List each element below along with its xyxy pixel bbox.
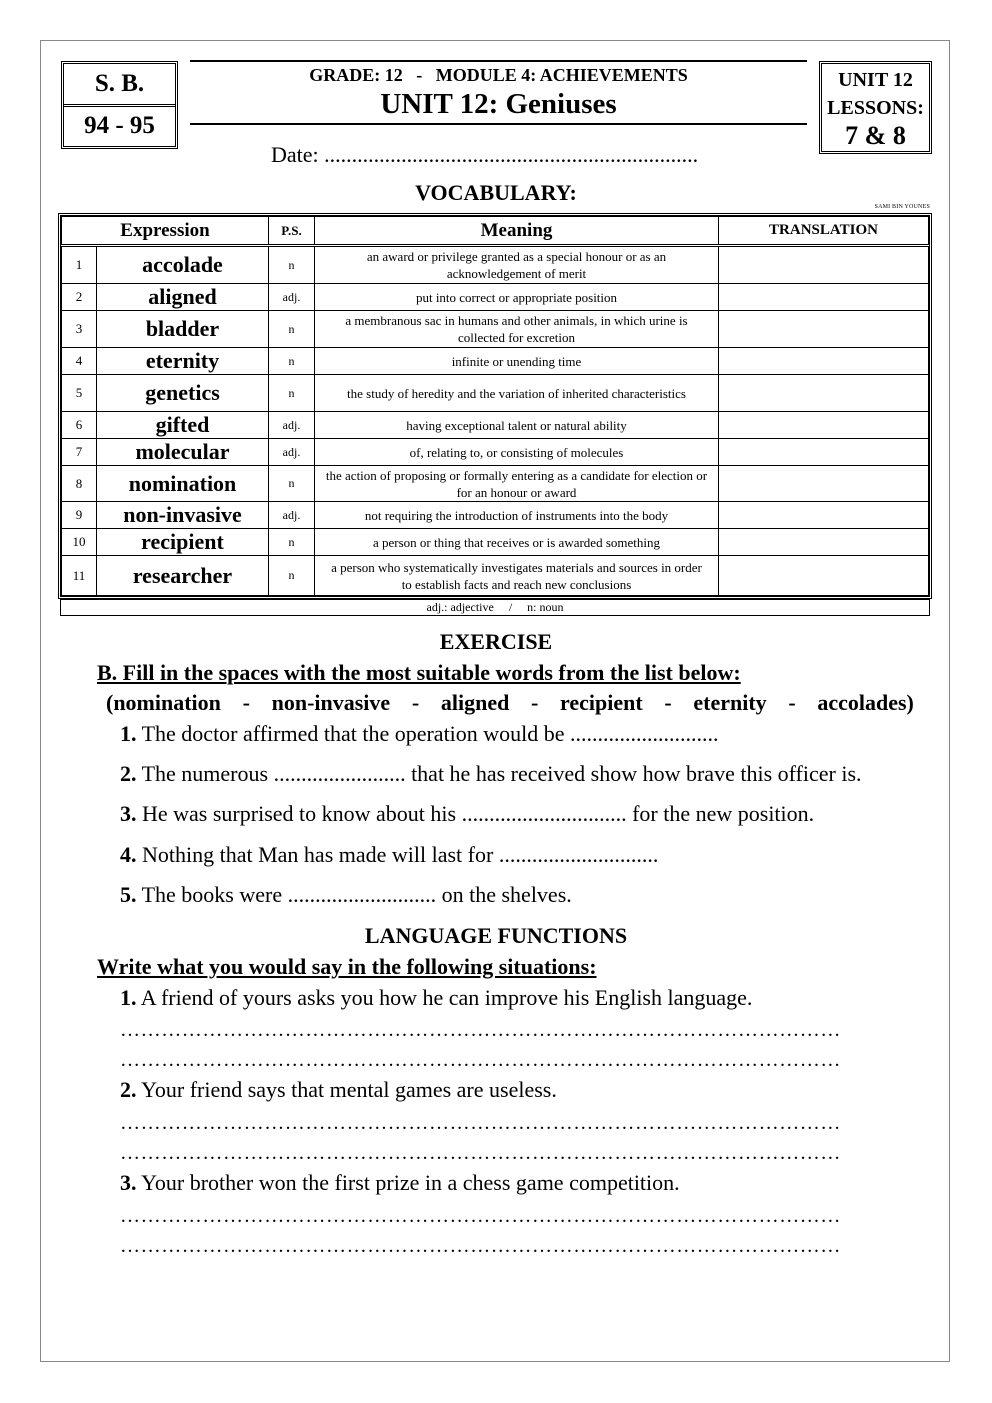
meaning-cell: a person or thing that receives or is awarded something <box>315 529 719 556</box>
row-number: 9 <box>62 502 97 529</box>
item-text: The doctor affirmed that the operation would be ........................... <box>136 721 719 746</box>
row-number: 10 <box>62 529 97 556</box>
row-number: 8 <box>62 466 97 502</box>
meaning-cell: a person who systematically investigates materials and sources in order to establish facts and reach new conclusions <box>315 556 719 596</box>
part-of-speech-cell: n <box>269 375 315 412</box>
unit-box-unit: UNIT 12 <box>838 69 913 91</box>
answer-line[interactable]: …………………………………………………………………………………………… <box>120 1019 841 1041</box>
translation-cell[interactable] <box>719 502 929 529</box>
table-row <box>62 284 929 311</box>
word-list-separator: - <box>788 690 796 715</box>
row-number: 5 <box>62 375 97 412</box>
word-list <box>106 690 914 716</box>
exercise-item[interactable] <box>120 721 719 747</box>
row-number: 4 <box>62 348 97 375</box>
answer-line[interactable]: …………………………………………………………………………………………… <box>120 1205 841 1227</box>
translation-cell[interactable] <box>719 311 929 348</box>
expression-cell: nomination <box>97 466 269 502</box>
meaning-cell: an award or privilege granted as a special honour or as an acknowledgement of merit <box>315 246 719 284</box>
item-number: 2. <box>120 1077 137 1102</box>
translation-cell[interactable] <box>719 439 929 466</box>
word-list-separator: - <box>411 690 420 715</box>
answer-line[interactable]: …………………………………………………………………………………………… <box>120 1235 841 1257</box>
item-text: A friend of yours asks you how he can improve his English language. <box>136 985 753 1010</box>
exercise-item[interactable] <box>120 801 814 827</box>
translation-cell[interactable] <box>719 412 929 439</box>
meaning-cell: having exceptional talent or natural ability <box>315 412 719 439</box>
column-header-expression: Expression <box>62 217 269 246</box>
unit-title: UNIT 12: Geniuses <box>380 88 617 120</box>
exercise-item[interactable] <box>120 882 572 908</box>
part-of-speech-cell: n <box>269 466 315 502</box>
row-number: 11 <box>62 556 97 596</box>
part-of-speech-cell: adj. <box>269 502 315 529</box>
part-of-speech-cell: n <box>269 311 315 348</box>
vocabulary-table <box>58 213 932 599</box>
student-book-pages-box <box>61 61 178 149</box>
translation-cell[interactable] <box>719 284 929 311</box>
meaning-cell: the study of heredity and the variation of inherited characteristics <box>315 375 719 412</box>
vocabulary-header-row <box>62 217 929 246</box>
unit-lessons-box <box>819 61 932 154</box>
row-number: 7 <box>62 439 97 466</box>
row-number: 2 <box>62 284 97 311</box>
expression-cell: molecular <box>97 439 269 466</box>
expression-cell: non-invasive <box>97 502 269 529</box>
expression-cell: aligned <box>97 284 269 311</box>
exercise-instruction: B. Fill in the spaces with the most suitable words from the list below: <box>97 660 741 685</box>
table-row <box>62 502 929 529</box>
word-list-item: aligned <box>440 690 510 715</box>
translation-cell[interactable] <box>719 246 929 284</box>
expression-cell: researcher <box>97 556 269 596</box>
table-row <box>62 529 929 556</box>
item-text: Your brother won the first prize in a chess game competition. <box>136 1170 680 1195</box>
table-row <box>62 556 929 596</box>
meaning-cell: the action of proposing or formally entering as a candidate for election or for an honour or award <box>315 466 719 502</box>
item-number: 3. <box>120 801 137 826</box>
word-list-item: non-invasive <box>271 690 391 715</box>
answer-line[interactable]: …………………………………………………………………………………………… <box>120 1112 841 1134</box>
translation-cell[interactable] <box>719 348 929 375</box>
header-top-rule <box>190 60 807 62</box>
table-row <box>62 412 929 439</box>
word-list-item: eternity <box>693 690 767 715</box>
expression-cell: bladder <box>97 311 269 348</box>
item-number: 3. <box>120 1170 137 1195</box>
expression-cell: recipient <box>97 529 269 556</box>
item-text: He was surprised to know about his .............................. for the new position. <box>136 801 815 826</box>
word-list-separator: - <box>664 690 672 715</box>
translation-cell[interactable] <box>719 375 929 412</box>
situation-item <box>120 985 752 1011</box>
item-text: The books were ........................... on the shelves. <box>136 882 572 907</box>
item-number: 2. <box>120 761 137 786</box>
part-of-speech-cell: adj. <box>269 439 315 466</box>
word-list-item: recipient <box>560 690 643 715</box>
part-of-speech-cell: adj. <box>269 284 315 311</box>
exercise-title: EXERCISE <box>439 629 553 654</box>
unit-box-lessons-number: 7 & 8 <box>845 121 906 150</box>
expression-cell: gifted <box>97 412 269 439</box>
table-row <box>62 348 929 375</box>
grade-module-line: GRADE: 12 - MODULE 4: ACHIEVEMENTS <box>309 65 688 85</box>
table-row <box>62 439 929 466</box>
word-list-separator: - <box>242 690 250 715</box>
word-list-item: accolades) <box>817 690 914 715</box>
date-field[interactable]: Date: .................................................................... <box>271 142 699 167</box>
meaning-cell: not requiring the introduction of instruments into the body <box>315 502 719 529</box>
table-row <box>62 246 929 284</box>
row-number: 3 <box>62 311 97 348</box>
sb-pages: 94 - 95 <box>84 112 155 139</box>
item-number: 1. <box>120 721 137 746</box>
item-number: 1. <box>120 985 137 1010</box>
meaning-cell: put into correct or appropriate position <box>315 284 719 311</box>
situation-item <box>120 1077 557 1103</box>
table-row <box>62 375 929 412</box>
answer-line[interactable]: …………………………………………………………………………………………… <box>120 1049 841 1071</box>
unit-box-lessons-label: LESSONS: <box>827 97 924 119</box>
word-list-separator: - <box>531 690 539 715</box>
exercise-item[interactable] <box>120 761 862 787</box>
meaning-cell: a membranous sac in humans and other animals, in which urine is collected for excretion <box>315 311 719 348</box>
word-list-item: (nomination <box>106 690 221 715</box>
table-row <box>62 311 929 348</box>
author-credit: SAMI BIN YOUNES <box>874 204 930 210</box>
part-of-speech-cell: n <box>269 556 315 596</box>
part-of-speech-cell: n <box>269 348 315 375</box>
part-of-speech-cell: n <box>269 529 315 556</box>
table-row <box>62 466 929 502</box>
item-text: Nothing that Man has made will last for ............................. <box>136 842 659 867</box>
expression-cell: accolade <box>97 246 269 284</box>
part-of-speech-cell: adj. <box>269 412 315 439</box>
translation-cell[interactable] <box>719 529 929 556</box>
abbreviation-legend: adj.: adjective / n: noun <box>60 599 930 616</box>
sb-label: S. B. <box>64 66 175 107</box>
header-bottom-rule <box>190 123 807 125</box>
column-header-translation: TRANSLATION <box>719 217 929 246</box>
expression-cell: genetics <box>97 375 269 412</box>
expression-cell: eternity <box>97 348 269 375</box>
column-header-meaning: Meaning <box>315 217 719 246</box>
column-header-ps: P.S. <box>269 217 315 246</box>
row-number: 1 <box>62 246 97 284</box>
meaning-cell: of, relating to, or consisting of molecules <box>315 439 719 466</box>
situation-item <box>120 1170 680 1196</box>
row-number: 6 <box>62 412 97 439</box>
meaning-cell: infinite or unending time <box>315 348 719 375</box>
item-number: 4. <box>120 842 137 867</box>
answer-line[interactable]: …………………………………………………………………………………………… <box>120 1142 841 1164</box>
part-of-speech-cell: n <box>269 246 315 284</box>
exercise-item[interactable] <box>120 842 658 868</box>
language-functions-title: LANGUAGE FUNCTIONS <box>364 923 628 948</box>
translation-cell[interactable] <box>719 466 929 502</box>
item-text: Your friend says that mental games are useless. <box>136 1077 557 1102</box>
item-text: The numerous ........................ that he has received show how brave this officer is. <box>136 761 862 786</box>
item-number: 5. <box>120 882 137 907</box>
translation-cell[interactable] <box>719 556 929 596</box>
vocabulary-title: VOCABULARY: <box>415 180 577 205</box>
language-functions-instruction: Write what you would say in the following situations: <box>97 954 597 979</box>
